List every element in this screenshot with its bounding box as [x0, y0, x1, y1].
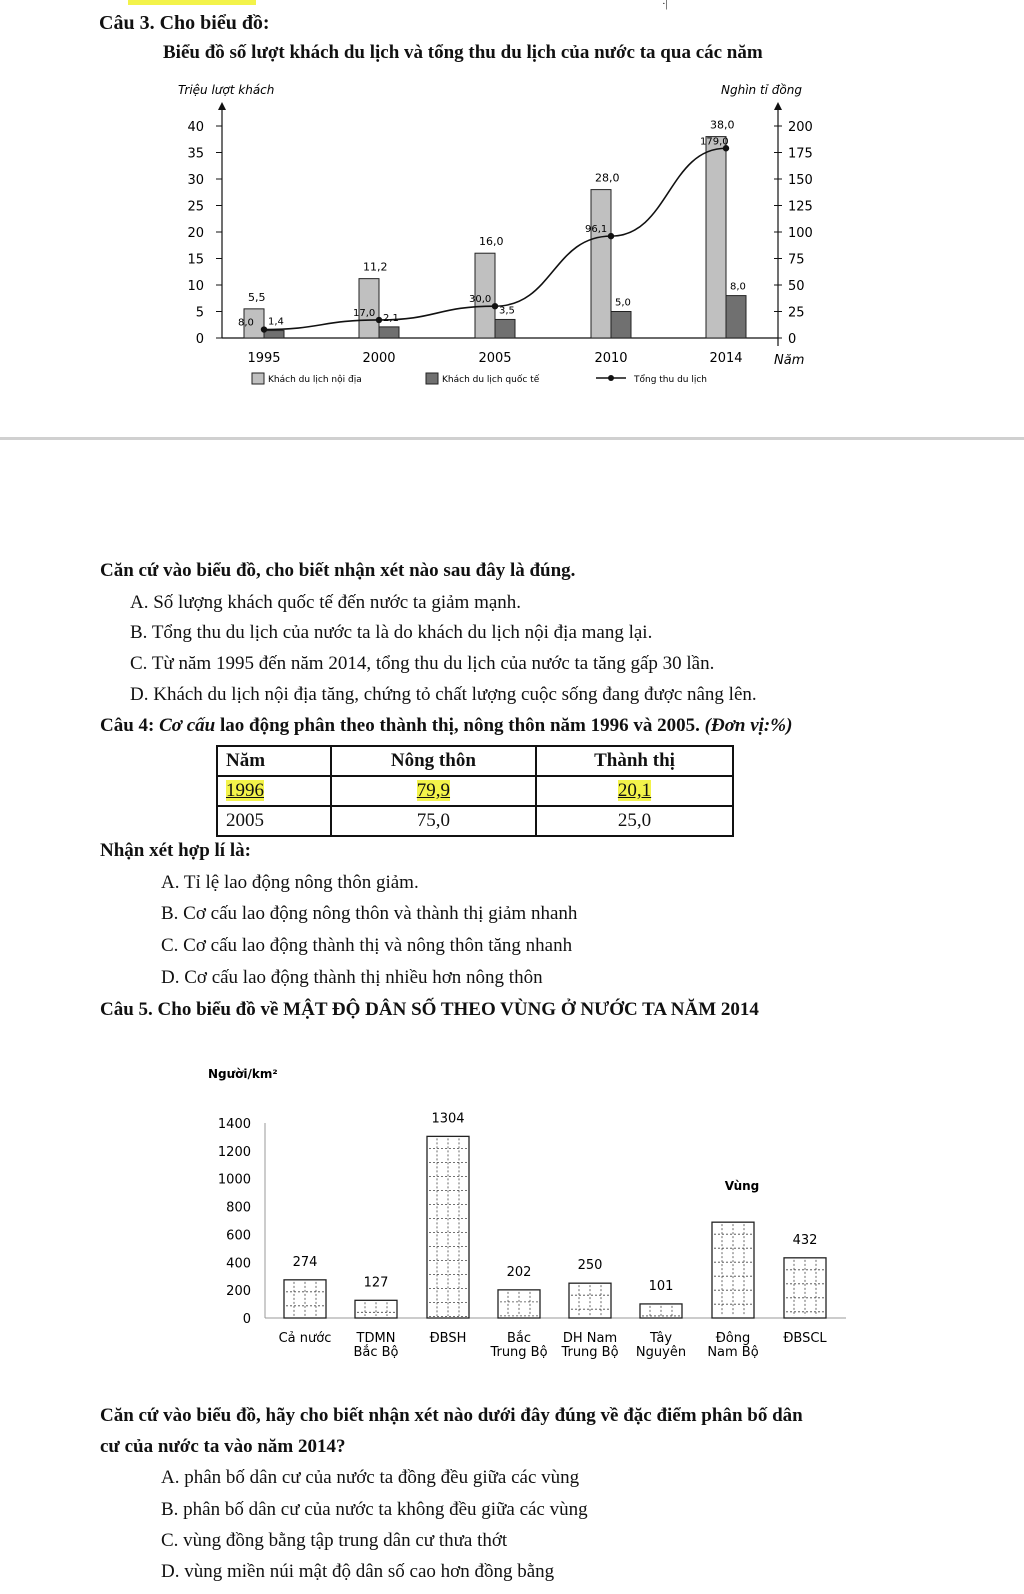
q5-question-line1: Căn cứ vào biểu đồ, hãy cho biết nhận xét nào dưới đây đúng về đặc điểm phân bố dân — [100, 1405, 803, 1426]
q5-option-d[interactable]: D. vùng miền núi mật độ dân số cao hơn đồng bằng — [161, 1561, 555, 1582]
data-label: 250 — [577, 1258, 603, 1274]
q5-option-a[interactable]: A. phân bố dân cư của nước ta đồng đều giữa các vùng — [161, 1467, 580, 1488]
q4-heading — [100, 715, 792, 737]
revenue-point — [608, 233, 614, 239]
right-axis-arrow — [774, 102, 782, 110]
data-label-domestic: 38,0 — [710, 118, 735, 132]
q3-option-c[interactable]: C. Từ năm 1995 đến năm 2014, tổng thu du lịch của nước ta tăng gấp 30 lần. — [130, 653, 715, 674]
legend-label-international: Khách du lịch quốc tế — [442, 375, 540, 385]
left-tick-label: 40 — [187, 120, 204, 135]
q3-heading: Câu 3. Cho biểu đồ: — [99, 12, 270, 34]
data-label-revenue: 17,0 — [353, 307, 376, 319]
q3-chart-title: Biểu đồ số lượt khách du lịch và tổng thu du lịch của nước ta qua các năm — [163, 42, 763, 63]
y-tick-label: 600 — [226, 1228, 251, 1244]
col-header-rural: Nông thôn — [331, 746, 536, 776]
cell-year: 1996 — [226, 780, 264, 801]
q4-question: Nhận xét hợp lí là: — [100, 840, 251, 861]
left-axis-unit: Triệu lượt khách — [178, 83, 275, 97]
x-tick-label: 2010 — [594, 351, 628, 366]
data-label: 274 — [292, 1254, 318, 1270]
x-axis-unit: Năm — [774, 353, 805, 368]
bar-international — [495, 319, 515, 338]
cell-year: 2005 — [217, 806, 331, 836]
labor-table — [216, 745, 734, 837]
right-tick-label: 100 — [788, 226, 813, 241]
x-tick-label: Cả nước — [278, 1331, 332, 1346]
cell-rural: 75,0 — [331, 806, 536, 836]
left-axis-arrow — [218, 102, 226, 110]
tourism-chart — [0, 70, 1024, 410]
q5-option-c[interactable]: C. vùng đồng bằng tập trung dân cư thưa thớt — [161, 1530, 508, 1551]
left-tick-label: 15 — [187, 252, 204, 268]
q4-option-c[interactable]: C. Cơ cấu lao động thành thị và nông thôn tăng nhanh — [161, 935, 573, 956]
left-tick-label: 5 — [195, 305, 204, 321]
x-tick-label: ĐBSH — [429, 1331, 467, 1346]
bar-international — [726, 296, 746, 338]
y-tick-label: 200 — [226, 1284, 251, 1300]
x-tick-label: Bắc Bộ — [353, 1345, 399, 1360]
data-label-revenue: 30,0 — [469, 294, 492, 306]
y-tick-label: 1000 — [217, 1172, 251, 1188]
data-label-domestic: 28,0 — [595, 171, 620, 185]
q4-heading-prefix: Câu 4: — [100, 715, 160, 736]
data-label: 1304 — [431, 1111, 465, 1127]
revenue-point — [492, 303, 498, 309]
bar-international — [611, 312, 631, 339]
bar-density — [569, 1283, 611, 1318]
q3-option-b[interactable]: B. Tổng thu du lịch của nước ta là do khách du lịch nội địa mang lại. — [130, 622, 653, 643]
q4-option-a[interactable]: A. Tỉ lệ lao động nông thôn giảm. — [161, 872, 419, 893]
data-label-international: 8,0 — [730, 281, 746, 293]
data-label-international: 2,1 — [383, 312, 399, 324]
y-tick-label: 800 — [226, 1200, 251, 1216]
x-tick-label: Nam Bộ — [707, 1345, 759, 1360]
x-tick-label: 1995 — [247, 351, 281, 366]
q3-question: Căn cứ vào biểu đồ, cho biết nhận xét nào sau đây là đúng. — [100, 560, 576, 581]
table-row — [217, 776, 733, 806]
right-tick-label: 150 — [788, 173, 813, 188]
col-header-urban: Thành thị — [536, 746, 733, 776]
x-tick-label: TDMN — [356, 1331, 396, 1346]
right-tick-label: 200 — [788, 120, 813, 135]
highlight-strip — [128, 0, 256, 5]
density-chart — [0, 1050, 1024, 1390]
legend-swatch-domestic — [252, 373, 264, 384]
q4-heading-unit: (Đơn vị:%) — [704, 715, 793, 736]
q5-heading: Câu 5. Cho biểu đồ về MẬT ĐỘ DÂN SỐ THEO VÙNG Ở NƯỚC TA NĂM 2014 — [100, 999, 759, 1020]
legend-marker-revenue — [608, 375, 614, 381]
table-header-row — [217, 746, 733, 776]
y-tick-label: 1400 — [217, 1117, 251, 1132]
legend-label-revenue: Tổng thu du lịch — [634, 375, 708, 385]
data-label: 432 — [792, 1232, 818, 1248]
x-tick-label: DH Nam — [562, 1331, 618, 1346]
left-tick-label: 10 — [187, 279, 204, 294]
stray-mark: ·| — [662, 0, 668, 10]
bar-international — [379, 327, 399, 338]
left-tick-label: 35 — [187, 146, 204, 162]
left-tick-label: 0 — [195, 332, 204, 347]
y-tick-label: 400 — [226, 1256, 251, 1272]
y-tick-label: 1200 — [217, 1144, 251, 1160]
data-label-domestic: 11,2 — [363, 260, 388, 274]
data-label-revenue: 179,0 — [700, 136, 729, 148]
y-axis-unit: Người/km² — [208, 1067, 278, 1081]
cell-rural: 79,9 — [416, 780, 451, 801]
q3-option-a[interactable]: A. Số lượng khách quốc tế đến nước ta giảm mạnh. — [130, 592, 522, 613]
q4-option-d[interactable]: D. Cơ cấu lao động thành thị nhiều hơn nông thôn — [161, 967, 543, 988]
q3-option-d[interactable]: D. Khách du lịch nội địa tăng, chứng tỏ chất lượng cuộc sống đang được nâng lên. — [130, 684, 757, 705]
left-tick-label: 30 — [187, 173, 204, 188]
cell-urban: 25,0 — [536, 806, 733, 836]
x-tick-label: 2014 — [709, 351, 743, 366]
x-tick-label: Đông — [715, 1331, 751, 1346]
x-tick-label: 2000 — [362, 351, 396, 366]
q4-heading-mid: lao động phân theo thành thị, nông thôn năm 1996 và 2005. — [215, 715, 705, 736]
x-tick-label: Tây — [649, 1331, 673, 1346]
data-label: 127 — [363, 1275, 389, 1291]
bar-domestic — [591, 190, 611, 338]
left-tick-label: 20 — [187, 226, 204, 241]
x-tick-label: Nguyên — [635, 1345, 687, 1360]
cell-urban: 20,1 — [617, 780, 652, 801]
right-tick-label: 50 — [788, 279, 805, 294]
revenue-point — [376, 317, 382, 323]
q4-heading-italic: Cơ cấu — [159, 715, 216, 736]
data-label-international: 5,0 — [615, 297, 631, 309]
legend-swatch-international — [426, 373, 438, 384]
right-tick-label: 25 — [788, 305, 805, 321]
x-tick-label: ĐBSCL — [783, 1331, 827, 1346]
x-axis-title: Vùng — [724, 1179, 760, 1193]
data-label-revenue: 8,0 — [238, 317, 254, 329]
x-tick-label: Bắc — [506, 1331, 532, 1346]
page-separator — [0, 437, 1024, 545]
x-tick-label: 2005 — [478, 351, 512, 366]
bar-international — [264, 331, 284, 338]
data-label-domestic: 5,5 — [248, 290, 266, 304]
x-tick-label: Trung Bộ — [561, 1345, 619, 1360]
right-tick-label: 75 — [788, 252, 805, 268]
table-row — [217, 806, 733, 836]
data-label-international: 3,5 — [499, 305, 515, 317]
q4-option-b[interactable]: B. Cơ cấu lao động nông thôn và thành thị giảm nhanh — [161, 903, 578, 924]
x-tick-label: Trung Bộ — [490, 1345, 548, 1360]
data-label-revenue: 96,1 — [585, 224, 608, 236]
data-label: 202 — [506, 1264, 532, 1280]
q5-question-line2: cư của nước ta vào năm 2014? — [100, 1436, 346, 1457]
data-label: 101 — [648, 1278, 674, 1294]
col-header-year: Năm — [217, 746, 331, 776]
right-tick-label: 125 — [788, 199, 813, 215]
y-tick-label: 0 — [242, 1312, 251, 1327]
legend-label-domestic: Khách du lịch nội địa — [268, 375, 362, 385]
right-axis-unit: Nghìn tỉ đồng — [721, 83, 802, 97]
q5-option-b[interactable]: B. phân bố dân cư của nước ta không đều giữa các vùng — [161, 1499, 588, 1520]
right-tick-label: 0 — [788, 332, 797, 347]
data-label-domestic: 16,0 — [479, 235, 504, 249]
revenue-point — [261, 326, 267, 332]
right-tick-label: 175 — [788, 146, 813, 162]
left-tick-label: 25 — [187, 199, 204, 215]
data-label-international: 1,4 — [268, 316, 284, 328]
bar-domestic — [706, 137, 726, 338]
